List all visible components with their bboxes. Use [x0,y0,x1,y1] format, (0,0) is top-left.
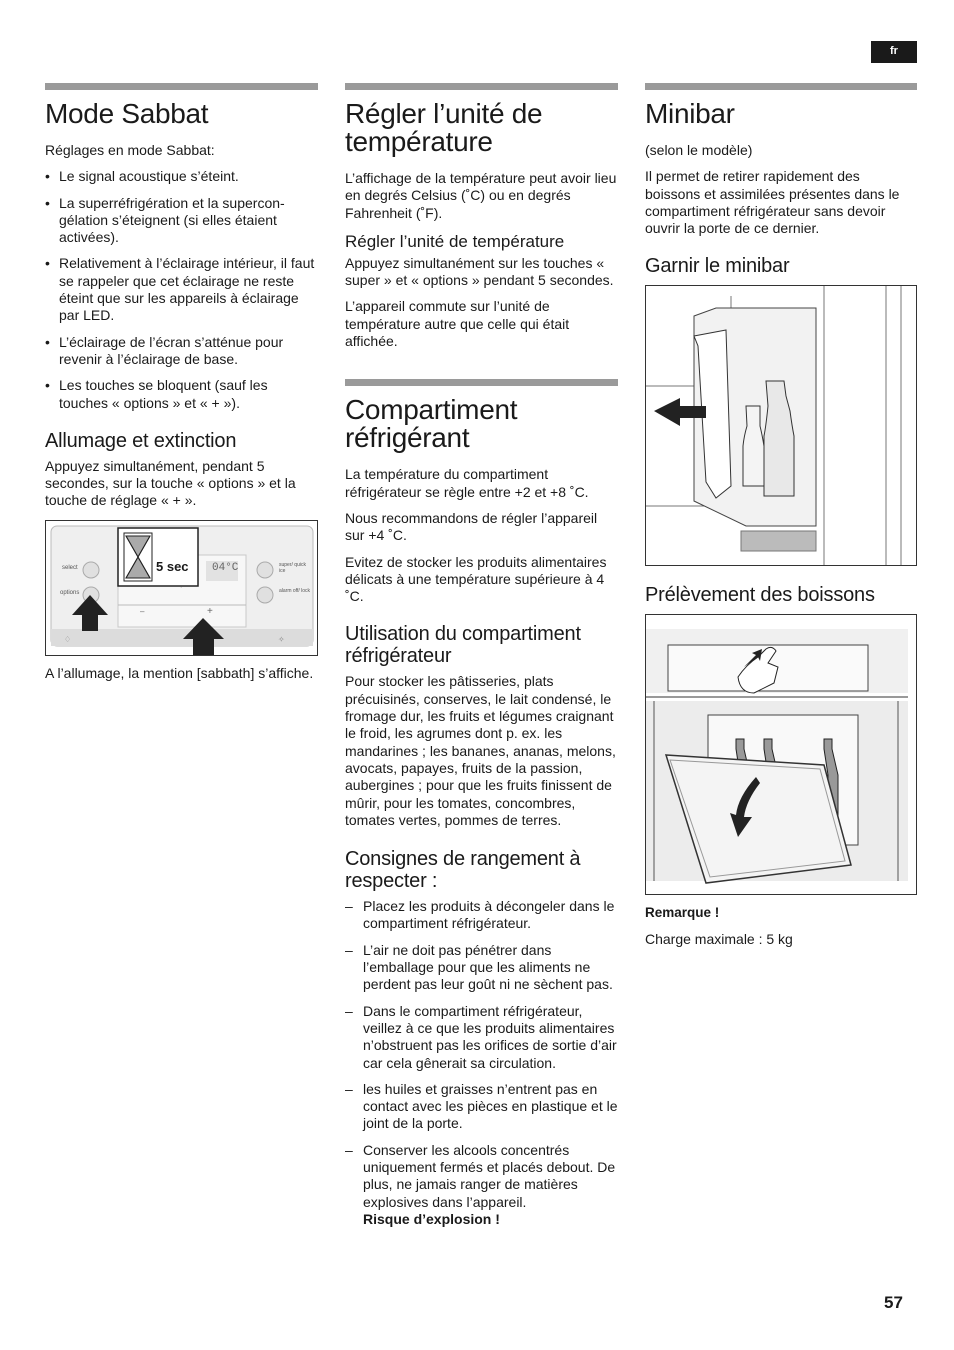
list-item: – Placez les produits à décongeler dans le compartiment réfrigérateur. [345,898,618,933]
alarm-label: alarm off/ lock [279,587,311,594]
list-item: • Les touches se bloquent (sauf les touches « options » et « + »). [45,377,318,412]
list-item [345,1142,618,1228]
minibar-take-figure [645,614,917,895]
column-temperature [345,83,618,1228]
section-title-minibar: Minibar [645,98,735,129]
control-panel-illustration [46,521,317,655]
svg-text:✧: ✧ [278,634,285,644]
section-rule [645,83,917,90]
section-title-mode-sabbat: Mode Sabbat [45,98,209,129]
minus-key: – [140,606,145,616]
subtitle-garnir: Garnir le minibar [645,255,790,278]
section-rule [345,379,618,386]
utilisation-text: Pour stocker les pâtisseries, plats précuisinés, conserves, le lait condensé, le fromage dur, les fruits et légumes craignant le froid, les agrumes dont p. ex. les mandarines ; les bananes, ananas, melons, avocats, papayes, fruits de la passion, aubergines ; pour que les fruits finissent de mûrir, pour les tomates, concombres, tomates vertes, pommes de terres. [345,673,616,828]
subtitle-utilisation: Utilisation du compartiment réfrigérateur [345,623,581,668]
unit-text: L’affichage de la température peut avoir lieu en degrés Celsius (˚C) ou en degrés Fahrenheit (˚F). [345,170,617,221]
list-item: – Dans le compartiment réfrigérateur, veillez à ce que les produits alimentaires n’obstruent pas les orifices de sortie d’air car cela gênerait sa circulation. [345,1003,618,1072]
minibar-take-illustration [646,615,916,894]
options-label: options [60,589,80,596]
minibar-text: Il permet de retirer rapidement des boissons et assimilées présentes dans le compartiment réfrigérateur sans devoir ouvrir la porte de ce dernier. [645,168,900,237]
section-title-unite: Régler l’unité de température [345,98,543,157]
page-number: 57 [884,1293,903,1312]
plus-key: + [207,605,213,617]
column-mode-sabbat [45,83,318,691]
subtitle-consignes: Consignes de rangement à respecter : [345,848,581,893]
language-tag: fr [871,41,917,63]
section-title-compartiment: Compartiment réfrigérant [345,394,518,454]
display-temperature: 04°C [212,561,239,574]
warning-text: Risque d’explosion ! [363,1210,500,1227]
select-label: select [62,564,78,571]
list-item: – les huiles et graisses n’entrent pas en contact avec les pièces en plastique et le joint de la porte. [345,1081,618,1133]
control-panel-figure [45,520,318,656]
compartment-text: La température du compartiment réfrigérateur se règle entre +2 et +8 ˚C. [345,466,589,500]
list-item: – L’air ne doit pas pénétrer dans l’emballage pour que les aliments ne perdent pas leur goût ni ne sèchent pas. [345,942,618,994]
model-note: (selon le modèle) [645,142,753,158]
allumage-text: Appuyez simultanément, pendant 5 secondes, sur la touche « options » et la touche de réglage « + ». [45,457,296,509]
list-item: • Relativement à l’éclairage intérieur, il faut se rappeler que cet éclairage ne reste éteint que sur les appareils à éclairage par LED. [45,255,318,324]
minibar-fill-illustration [646,286,916,565]
super-label: super/ quick ice [279,561,306,574]
minibar-fill-figure [645,285,917,566]
sabbat-settings-list [45,168,318,412]
section-rule [45,83,318,90]
list-item: • La superréfrigération et la supercon-gélation s’éteignent (si elles étaient activées). [45,195,318,247]
unit-result-text: L’appareil commute sur l’unité de température autre que celle qui était affichée. [345,298,570,350]
svg-text:♢: ♢ [64,634,72,644]
recommend-text: Nous recommandons de régler l’appareil sur +4 ˚C. [345,509,598,544]
column-minibar [645,83,917,957]
svg-text:·: · [180,583,183,591]
subtitle-prelevement: Prélèvement des boissons [645,584,875,607]
avoid-text: Evitez de stocker les produits alimentaires délicats à une température supérieure à 4 ˚C. [345,553,607,605]
note-label: Remarque ! [645,905,720,921]
consignes-list [345,898,618,1228]
figure-caption: A l’allumage, la mention [sabbath] s’affiche. [45,664,314,681]
unit-steps-text: Appuyez simultanément sur les touches « super » et « options » pendant 5 secondes. [345,254,614,289]
list-item: • Le signal acoustique s’éteint. [45,168,318,185]
timer-label: 5 sec [156,558,189,574]
section-rule [345,83,618,90]
intro-text: Réglages en mode Sabbat: [45,142,215,158]
subtitle-regler-unite: Régler l’unité de température [345,231,565,251]
list-item-text: Conserver les alcools concentrés uniquement fermés et placés debout. De plus, ne jamais ranger de matières explosives dans l’appareil. [363,1141,616,1210]
list-item: • L’éclairage de l’écran s’atténue pour revenir à l’éclairage de base. [45,334,318,369]
note-text: Charge maximale : 5 kg [645,930,793,947]
subtitle-allumage: Allumage et extinction [45,429,237,452]
